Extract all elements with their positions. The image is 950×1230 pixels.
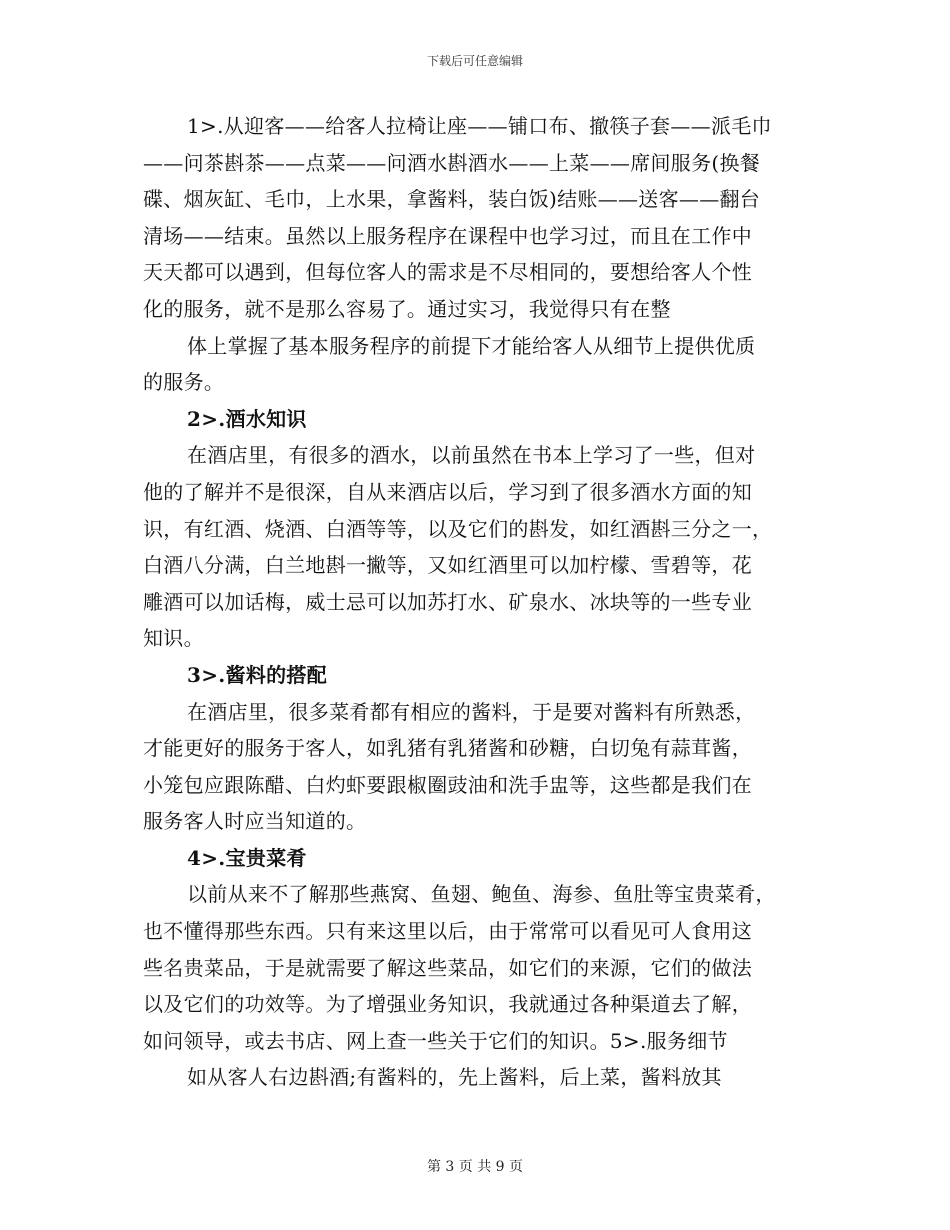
paragraph-line: 些名贵菜品，于是就需要了解这些菜品，如它们的来源，它们的做法 bbox=[143, 955, 752, 980]
paragraph-line: 识，有红酒、烧酒、白酒等等，以及它们的斟发，如红酒斟三分之一， bbox=[143, 516, 773, 541]
paragraph-line: 如从客人右边斟酒;有酱料的，先上酱料，后上菜，酱料放其 bbox=[187, 1065, 722, 1090]
paragraph-line: 的服务。 bbox=[143, 370, 225, 395]
paragraph-line: 才能更好的服务于客人，如乳猪有乳猪酱和砂糖，白切兔有蒜茸酱， bbox=[143, 736, 752, 761]
document-body bbox=[143, 108, 811, 1096]
paragraph-line: 在酒店里，很多菜肴都有相应的酱料，于是要对酱料有所熟悉， bbox=[187, 699, 756, 724]
paragraph-line: 雕酒可以加话梅，威士忌可以加苏打水、矿泉水、冰块等的一些专业 bbox=[143, 589, 752, 614]
paragraph-line: 小笼包应跟陈醋、白灼虾要跟椒圈豉油和洗手盅等，这些都是我们在 bbox=[143, 772, 752, 797]
paragraph-line: 服务客人时应当知道的。 bbox=[143, 809, 367, 834]
page-header: 下载后可任意编辑 bbox=[426, 54, 523, 68]
paragraph-line: 在酒店里，有很多的酒水，以前虽然在书本上学习了一些，但对 bbox=[187, 443, 756, 468]
paragraph-line: 知识。 bbox=[143, 626, 204, 651]
paragraph-line: 白酒八分满，白兰地斟一撇等，又如红酒里可以加柠檬、雪碧等，花 bbox=[143, 553, 752, 578]
paragraph-line: 化的服务，就不是那么容易了。通过实习，我觉得只有在整 bbox=[143, 296, 671, 321]
section-heading: 4>.宝贵菜肴 bbox=[187, 845, 307, 870]
paragraph-line: 也不懂得那些东西。只有来这里以后，由于常常可以看见可人食用这 bbox=[143, 919, 752, 944]
paragraph-line: ——问茶斟茶——点菜——问酒水斟酒水——上菜——席间服务(换餐 bbox=[143, 150, 761, 175]
paragraph-line: 以及它们的功效等。为了增强业务知识，我就通过各种渠道去了解， bbox=[143, 992, 752, 1017]
paragraph-line: 如问领导，或去书店、网上查一些关于它们的知识。5>.服务细节 bbox=[143, 1028, 728, 1053]
paragraph-line: 他的了解并不是很深，自从来酒店以后，学习到了很多酒水方面的知 bbox=[143, 479, 752, 504]
paragraph-line: 以前从来不了解那些燕窝、鱼翅、鲍鱼、海参、鱼肚等宝贵菜肴， bbox=[187, 882, 776, 907]
paragraph-line: 清场——结束。虽然以上服务程序在课程中也学习过，而且在工作中 bbox=[143, 223, 752, 248]
paragraph-line: 1>.从迎客——给客人拉椅让座——铺口布、撤筷子套——派毛巾 bbox=[187, 114, 772, 138]
paragraph-line: 体上掌握了基本服务程序的前提下才能给客人从细节上提供优质 bbox=[187, 333, 756, 358]
page-footer: 第 3 页 共 9 页 bbox=[426, 1159, 524, 1175]
section-heading: 2>.酒水知识 bbox=[187, 406, 307, 431]
paragraph-line: 碟、烟灰缸、毛巾，上水果，拿酱料，装白饭)结账——送客——翻台 bbox=[143, 187, 761, 212]
paragraph-line: 天天都可以遇到，但每位客人的需求是不尽相同的，要想给客人个性 bbox=[143, 260, 752, 285]
section-heading: 3>.酱料的搭配 bbox=[187, 662, 328, 687]
